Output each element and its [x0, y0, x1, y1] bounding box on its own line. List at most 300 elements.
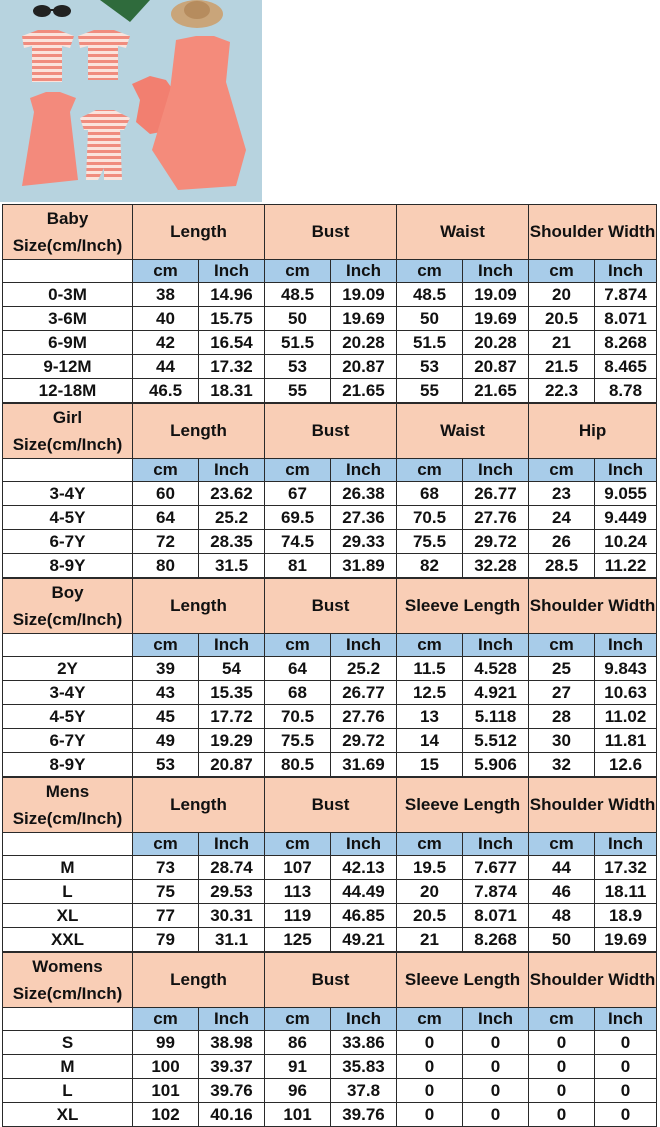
table-cell: 68 [397, 482, 463, 506]
table-row [3, 379, 657, 403]
table-cell: 29.53 [199, 880, 265, 904]
table-cell: 73 [133, 856, 199, 880]
unit-cm: cm [529, 459, 595, 482]
measure-header: Sleeve Length [397, 953, 529, 1008]
table-cell: 96 [265, 1079, 331, 1103]
table-cell: 8.071 [463, 904, 529, 928]
size-section-boy [2, 578, 657, 777]
table-cell: 75.5 [397, 530, 463, 554]
table-cell: 0 [463, 1103, 529, 1127]
table-cell: 11.02 [595, 705, 657, 729]
table-row [3, 530, 657, 554]
table-cell: 55 [265, 379, 331, 403]
unit-inch: Inch [463, 634, 529, 657]
table-cell: 53 [265, 355, 331, 379]
unit-cm: cm [397, 833, 463, 856]
table-row [3, 331, 657, 355]
table-cell: 9.843 [595, 657, 657, 681]
table-cell: 125 [265, 928, 331, 952]
table-cell: 8.268 [595, 331, 657, 355]
unit-cm: cm [133, 1008, 199, 1031]
table-cell: 80 [133, 554, 199, 578]
table-cell: 32.28 [463, 554, 529, 578]
table-cell: 75 [133, 880, 199, 904]
table-cell: 0 [463, 1079, 529, 1103]
table-cell: 23.62 [199, 482, 265, 506]
table-cell: 9.055 [595, 482, 657, 506]
table-cell: 68 [265, 681, 331, 705]
unit-inch: Inch [331, 833, 397, 856]
measure-header: Bust [265, 778, 397, 833]
table-cell: 72 [133, 530, 199, 554]
table-cell: 91 [265, 1055, 331, 1079]
table-cell: 25 [529, 657, 595, 681]
table-cell: 5.118 [463, 705, 529, 729]
table-cell: 53 [133, 753, 199, 777]
table-cell: 60 [133, 482, 199, 506]
measure-header: Bust [265, 205, 397, 260]
table-cell: 14 [397, 729, 463, 753]
table-cell: 48.5 [397, 283, 463, 307]
table-cell: 19.69 [595, 928, 657, 952]
table-cell: 77 [133, 904, 199, 928]
table-cell: 29.72 [463, 530, 529, 554]
size-label: XXL [3, 928, 133, 952]
table-cell: 67 [265, 482, 331, 506]
table-cell: 26.77 [463, 482, 529, 506]
table-cell: 0 [595, 1079, 657, 1103]
measure-header: Length [133, 205, 265, 260]
category-label: Womens [32, 957, 103, 976]
table-cell: 107 [265, 856, 331, 880]
size-label: L [3, 1079, 133, 1103]
table-cell: 0 [529, 1079, 595, 1103]
table-row [3, 928, 657, 952]
table-cell: 8.071 [595, 307, 657, 331]
unit-inch: Inch [199, 833, 265, 856]
unit-cm: cm [397, 634, 463, 657]
section-title [3, 953, 133, 1008]
table-cell: 64 [133, 506, 199, 530]
measure-header: Shoulder Width [529, 205, 657, 260]
category-label: Girl [52, 408, 83, 427]
table-cell: 8.78 [595, 379, 657, 403]
table-cell: 119 [265, 904, 331, 928]
unit-inch: Inch [463, 833, 529, 856]
table-cell: 23 [529, 482, 595, 506]
table-cell: 49 [133, 729, 199, 753]
table-cell: 101 [265, 1103, 331, 1127]
table-cell: 42 [133, 331, 199, 355]
size-section-baby [2, 204, 657, 403]
table-cell: 46.5 [133, 379, 199, 403]
measure-header: Length [133, 404, 265, 459]
table-cell: 10.63 [595, 681, 657, 705]
table-row [3, 355, 657, 379]
table-cell: 0 [463, 1031, 529, 1055]
table-cell: 43 [133, 681, 199, 705]
table-cell: 21.65 [463, 379, 529, 403]
table-cell: 81 [265, 554, 331, 578]
table-row [3, 307, 657, 331]
table-cell: 0 [595, 1103, 657, 1127]
measure-header: Length [133, 579, 265, 634]
measure-header: Length [133, 778, 265, 833]
unit-row-blank [3, 1008, 133, 1031]
size-unit-label: Size(cm/Inch) [12, 236, 123, 255]
table-cell: 55 [397, 379, 463, 403]
table-cell: 51.5 [397, 331, 463, 355]
table-cell: 39.76 [331, 1103, 397, 1127]
table-cell: 40 [133, 307, 199, 331]
unit-inch: Inch [331, 1008, 397, 1031]
size-label: 6-7Y [3, 729, 133, 753]
measure-header: Shoulder Width [529, 953, 657, 1008]
table-cell: 15.75 [199, 307, 265, 331]
table-cell: 70.5 [397, 506, 463, 530]
table-row [3, 283, 657, 307]
size-label: M [3, 856, 133, 880]
table-cell: 35.83 [331, 1055, 397, 1079]
table-cell: 19.09 [463, 283, 529, 307]
unit-inch: Inch [199, 459, 265, 482]
table-cell: 25.2 [331, 657, 397, 681]
table-cell: 7.874 [595, 283, 657, 307]
table-cell: 15 [397, 753, 463, 777]
table-cell: 44 [529, 856, 595, 880]
measure-header: Waist [397, 404, 529, 459]
unit-cm: cm [133, 459, 199, 482]
table-cell: 19.29 [199, 729, 265, 753]
table-cell: 46.85 [331, 904, 397, 928]
table-row [3, 1079, 657, 1103]
table-cell: 42.13 [331, 856, 397, 880]
table-cell: 38 [133, 283, 199, 307]
table-cell: 15.35 [199, 681, 265, 705]
unit-cm: cm [529, 833, 595, 856]
size-unit-label: Size(cm/Inch) [12, 984, 123, 1003]
measure-header: Shoulder Width [529, 579, 657, 634]
unit-inch: Inch [595, 260, 657, 283]
table-cell: 20.5 [529, 307, 595, 331]
table-cell: 39.76 [199, 1079, 265, 1103]
table-row [3, 1055, 657, 1079]
table-cell: 17.72 [199, 705, 265, 729]
measure-header: Shoulder Width [529, 778, 657, 833]
table-cell: 37.8 [331, 1079, 397, 1103]
table-cell: 7.874 [463, 880, 529, 904]
table-cell: 18.31 [199, 379, 265, 403]
table-cell: 17.32 [199, 355, 265, 379]
table-cell: 0 [463, 1055, 529, 1079]
unit-inch: Inch [595, 1008, 657, 1031]
table-cell: 33.86 [331, 1031, 397, 1055]
table-cell: 31.89 [331, 554, 397, 578]
size-label: S [3, 1031, 133, 1055]
product-photo [0, 0, 262, 202]
table-row [3, 506, 657, 530]
table-cell: 20.28 [463, 331, 529, 355]
table-row [3, 681, 657, 705]
table-cell: 0 [595, 1055, 657, 1079]
table-cell: 20 [397, 880, 463, 904]
table-cell: 0 [397, 1031, 463, 1055]
table-cell: 4.921 [463, 681, 529, 705]
table-row [3, 904, 657, 928]
table-cell: 44.49 [331, 880, 397, 904]
unit-cm: cm [265, 833, 331, 856]
table-cell: 50 [265, 307, 331, 331]
table-cell: 31.5 [199, 554, 265, 578]
unit-inch: Inch [463, 260, 529, 283]
unit-cm: cm [397, 1008, 463, 1031]
table-row [3, 753, 657, 777]
size-unit-label: Size(cm/Inch) [12, 809, 123, 828]
size-label: 4-5Y [3, 506, 133, 530]
table-cell: 75.5 [265, 729, 331, 753]
unit-inch: Inch [595, 833, 657, 856]
table-cell: 22.3 [529, 379, 595, 403]
table-cell: 80.5 [265, 753, 331, 777]
category-label: Baby [46, 209, 89, 228]
table-cell: 39.37 [199, 1055, 265, 1079]
table-cell: 19.5 [397, 856, 463, 880]
table-cell: 32 [529, 753, 595, 777]
section-title [3, 579, 133, 634]
size-section-womens [2, 952, 657, 1127]
unit-cm: cm [529, 634, 595, 657]
table-cell: 26.77 [331, 681, 397, 705]
unit-cm: cm [265, 260, 331, 283]
table-cell: 11.81 [595, 729, 657, 753]
table-cell: 101 [133, 1079, 199, 1103]
unit-inch: Inch [199, 634, 265, 657]
table-cell: 17.32 [595, 856, 657, 880]
table-cell: 10.24 [595, 530, 657, 554]
table-cell: 9.449 [595, 506, 657, 530]
size-section-mens [2, 777, 657, 952]
table-cell: 102 [133, 1103, 199, 1127]
table-cell: 0 [529, 1103, 595, 1127]
table-cell: 53 [397, 355, 463, 379]
table-cell: 7.677 [463, 856, 529, 880]
table-cell: 100 [133, 1055, 199, 1079]
unit-row-blank [3, 833, 133, 856]
table-row [3, 856, 657, 880]
size-unit-label: Size(cm/Inch) [12, 435, 123, 454]
table-cell: 29.72 [331, 729, 397, 753]
table-cell: 27.36 [331, 506, 397, 530]
table-cell: 25.2 [199, 506, 265, 530]
table-cell: 0 [529, 1055, 595, 1079]
unit-row-blank [3, 634, 133, 657]
size-label: 6-7Y [3, 530, 133, 554]
table-cell: 20 [529, 283, 595, 307]
category-label: Boy [51, 583, 84, 602]
table-cell: 38.98 [199, 1031, 265, 1055]
size-label: 12-18M [3, 379, 133, 403]
table-cell: 70.5 [265, 705, 331, 729]
table-cell: 19.69 [463, 307, 529, 331]
table-cell: 74.5 [265, 530, 331, 554]
unit-cm: cm [397, 260, 463, 283]
table-cell: 30 [529, 729, 595, 753]
table-cell: 48 [529, 904, 595, 928]
table-cell: 31.1 [199, 928, 265, 952]
unit-cm: cm [529, 260, 595, 283]
table-cell: 50 [397, 307, 463, 331]
measure-header: Sleeve Length [397, 579, 529, 634]
size-label: 0-3M [3, 283, 133, 307]
unit-inch: Inch [199, 1008, 265, 1031]
unit-cm: cm [397, 459, 463, 482]
table-row [3, 657, 657, 681]
table-cell: 27.76 [463, 506, 529, 530]
size-label: 8-9Y [3, 554, 133, 578]
unit-cm: cm [265, 634, 331, 657]
table-cell: 11.5 [397, 657, 463, 681]
size-label: XL [3, 904, 133, 928]
table-row [3, 482, 657, 506]
unit-inch: Inch [595, 459, 657, 482]
size-label: M [3, 1055, 133, 1079]
table-row [3, 880, 657, 904]
unit-inch: Inch [331, 459, 397, 482]
measure-header: Bust [265, 404, 397, 459]
table-cell: 19.09 [331, 283, 397, 307]
table-cell: 45 [133, 705, 199, 729]
category-label: Mens [45, 782, 90, 801]
unit-inch: Inch [331, 260, 397, 283]
table-cell: 21 [397, 928, 463, 952]
table-cell: 20.87 [331, 355, 397, 379]
section-title [3, 205, 133, 260]
table-cell: 48.5 [265, 283, 331, 307]
table-cell: 8.465 [595, 355, 657, 379]
table-cell: 30.31 [199, 904, 265, 928]
table-cell: 11.22 [595, 554, 657, 578]
table-cell: 26 [529, 530, 595, 554]
unit-inch: Inch [595, 634, 657, 657]
table-cell: 20.87 [463, 355, 529, 379]
unit-cm: cm [529, 1008, 595, 1031]
size-section-girl [2, 403, 657, 578]
measure-header: Bust [265, 953, 397, 1008]
table-cell: 29.33 [331, 530, 397, 554]
size-label: 2Y [3, 657, 133, 681]
table-cell: 26.38 [331, 482, 397, 506]
table-cell: 20.5 [397, 904, 463, 928]
table-row [3, 554, 657, 578]
table-cell: 13 [397, 705, 463, 729]
unit-row-blank [3, 459, 133, 482]
table-cell: 24 [529, 506, 595, 530]
table-cell: 69.5 [265, 506, 331, 530]
table-cell: 27.76 [331, 705, 397, 729]
unit-cm: cm [133, 833, 199, 856]
measure-header: Bust [265, 579, 397, 634]
measure-header: Waist [397, 205, 529, 260]
unit-inch: Inch [199, 260, 265, 283]
table-cell: 28.74 [199, 856, 265, 880]
section-title [3, 404, 133, 459]
table-row [3, 729, 657, 753]
unit-row-blank [3, 260, 133, 283]
table-cell: 44 [133, 355, 199, 379]
table-cell: 46 [529, 880, 595, 904]
measure-header: Hip [529, 404, 657, 459]
table-cell: 4.528 [463, 657, 529, 681]
unit-cm: cm [265, 1008, 331, 1031]
table-cell: 51.5 [265, 331, 331, 355]
table-cell: 8.268 [463, 928, 529, 952]
table-cell: 86 [265, 1031, 331, 1055]
table-cell: 19.69 [331, 307, 397, 331]
size-chart [2, 204, 656, 1127]
table-cell: 50 [529, 928, 595, 952]
unit-inch: Inch [331, 634, 397, 657]
table-row [3, 705, 657, 729]
size-label: XL [3, 1103, 133, 1127]
unit-inch: Inch [463, 459, 529, 482]
size-label: 8-9Y [3, 753, 133, 777]
size-label: 3-4Y [3, 482, 133, 506]
measure-header: Sleeve Length [397, 778, 529, 833]
table-cell: 28 [529, 705, 595, 729]
table-cell: 21.65 [331, 379, 397, 403]
size-label: 9-12M [3, 355, 133, 379]
unit-cm: cm [133, 634, 199, 657]
table-cell: 113 [265, 880, 331, 904]
unit-inch: Inch [463, 1008, 529, 1031]
table-cell: 28.35 [199, 530, 265, 554]
table-cell: 21 [529, 331, 595, 355]
table-cell: 12.6 [595, 753, 657, 777]
size-label: L [3, 880, 133, 904]
table-cell: 0 [529, 1031, 595, 1055]
table-cell: 64 [265, 657, 331, 681]
table-cell: 0 [397, 1055, 463, 1079]
table-cell: 49.21 [331, 928, 397, 952]
size-label: 3-4Y [3, 681, 133, 705]
table-cell: 99 [133, 1031, 199, 1055]
table-cell: 14.96 [199, 283, 265, 307]
table-cell: 27 [529, 681, 595, 705]
table-cell: 0 [397, 1103, 463, 1127]
table-cell: 5.906 [463, 753, 529, 777]
table-cell: 20.87 [199, 753, 265, 777]
size-label: 3-6M [3, 307, 133, 331]
table-row [3, 1031, 657, 1055]
size-label: 4-5Y [3, 705, 133, 729]
table-cell: 0 [397, 1079, 463, 1103]
table-cell: 20.28 [331, 331, 397, 355]
table-cell: 31.69 [331, 753, 397, 777]
size-unit-label: Size(cm/Inch) [12, 610, 123, 629]
table-cell: 16.54 [199, 331, 265, 355]
table-cell: 28.5 [529, 554, 595, 578]
size-label: 6-9M [3, 331, 133, 355]
table-cell: 21.5 [529, 355, 595, 379]
unit-cm: cm [265, 459, 331, 482]
straw-hat-icon [171, 0, 223, 28]
section-title [3, 778, 133, 833]
table-cell: 18.11 [595, 880, 657, 904]
table-cell: 18.9 [595, 904, 657, 928]
table-cell: 39 [133, 657, 199, 681]
table-cell: 82 [397, 554, 463, 578]
measure-header: Length [133, 953, 265, 1008]
